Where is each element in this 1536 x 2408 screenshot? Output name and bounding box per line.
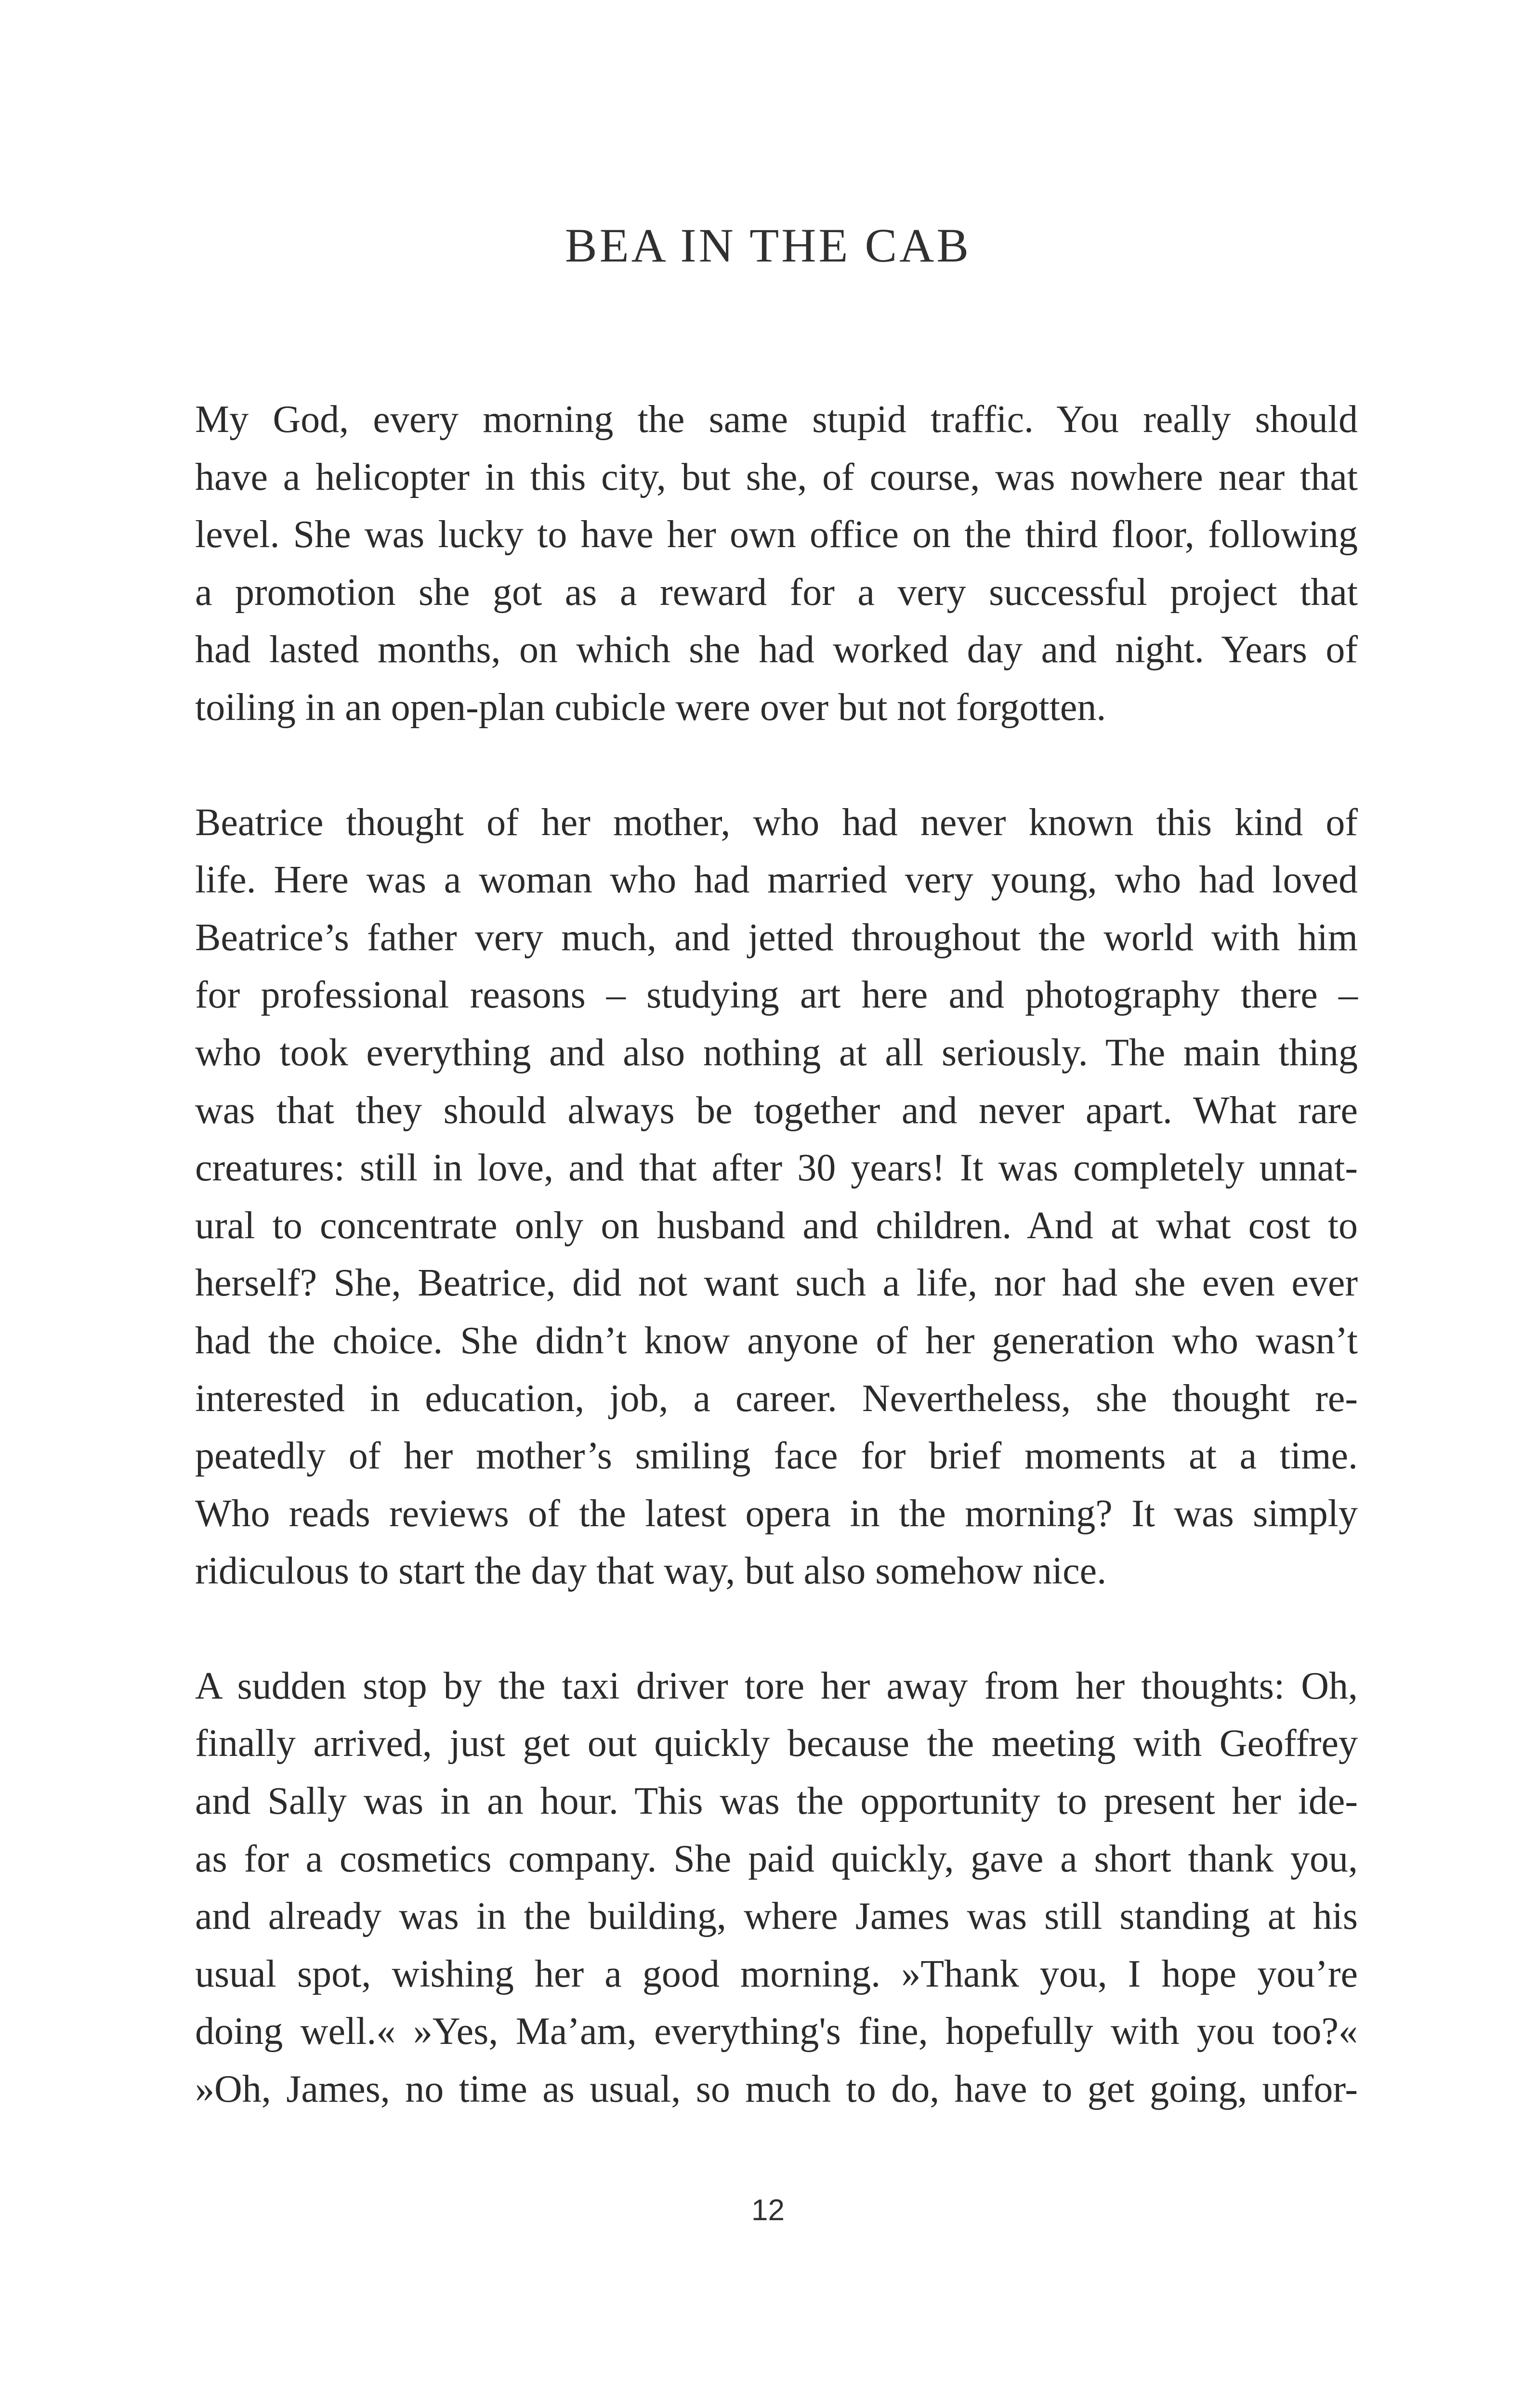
text-line: herself? She, Beatrice, did not want such a life, nor had she even ever: [195, 1262, 1358, 1305]
text-line: Beatrice’s father very much, and jetted throughout the world with him: [195, 916, 1358, 959]
text-line: as for a cosmetics company. She paid quickly, gave a short thank you,: [195, 1837, 1358, 1880]
text-line: ridiculous to start the day that way, but also somehow nice.: [195, 1550, 1107, 1593]
text-line: My God, every morning the same stupid traffic. You really should: [195, 398, 1358, 441]
text-line: peatedly of her mother’s smiling face for brief moments at a time.: [195, 1435, 1358, 1478]
paragraph-1: [195, 391, 1358, 737]
text-line: life. Here was a woman who had married very young, who had loved: [195, 859, 1358, 902]
text-line: toiling in an open-plan cubicle were over but not forgotten.: [195, 686, 1106, 729]
text-line: interested in education, job, a career. Nevertheless, she thought re-: [195, 1377, 1358, 1420]
text-line: who took everything and also nothing at all seriously. The main thing: [195, 1031, 1358, 1074]
text-line: doing well.« »Yes, Ma’am, everything's fine, hopefully with you too?«: [195, 2010, 1358, 2053]
text-line: had lasted months, on which she had worked day and night. Years of: [195, 628, 1358, 671]
page-number: 12: [751, 2194, 785, 2227]
paragraph-2: [195, 794, 1358, 1600]
text-line: level. She was lucky to have her own office on the third floor, following: [195, 513, 1358, 556]
text-line: »Oh, James, no time as usual, so much to do, have to get going, unfor-: [195, 2068, 1358, 2111]
text-line: ural to concentrate only on husband and children. And at what cost to: [195, 1204, 1358, 1247]
text-line: for professional reasons – studying art here and photography there –: [195, 974, 1358, 1017]
text-line: Beatrice thought of her mother, who had never known this kind of: [195, 801, 1358, 844]
chapter-title: BEA IN THE CAB: [565, 219, 971, 272]
paragraph-3: [195, 1658, 1358, 2119]
text-line: usual spot, wishing her a good morning. »Thank you, I hope you’re: [195, 1952, 1358, 1995]
text-line: a promotion she got as a reward for a very successful project that: [195, 571, 1358, 614]
text-line: A sudden stop by the taxi driver tore her away from her thoughts: Oh,: [195, 1664, 1358, 1707]
body-text: [195, 391, 1358, 2176]
text-line: and already was in the building, where James was still standing at his: [195, 1895, 1358, 1938]
text-line: was that they should always be together and never apart. What rare: [195, 1089, 1358, 1132]
text-line: had the choice. She didn’t know anyone of her generation who wasn’t: [195, 1319, 1358, 1362]
text-line: finally arrived, just get out quickly because the meeting with Geoffrey: [195, 1722, 1358, 1765]
text-line: creatures: still in love, and that after 30 years! It was completely unnat-: [195, 1147, 1358, 1190]
text-line: and Sally was in an hour. This was the opportunity to present her ide-: [195, 1780, 1358, 1823]
text-line: have a helicopter in this city, but she, of course, was nowhere near that: [195, 456, 1358, 498]
text-line: Who reads reviews of the latest opera in the morning? It was simply: [195, 1492, 1358, 1535]
